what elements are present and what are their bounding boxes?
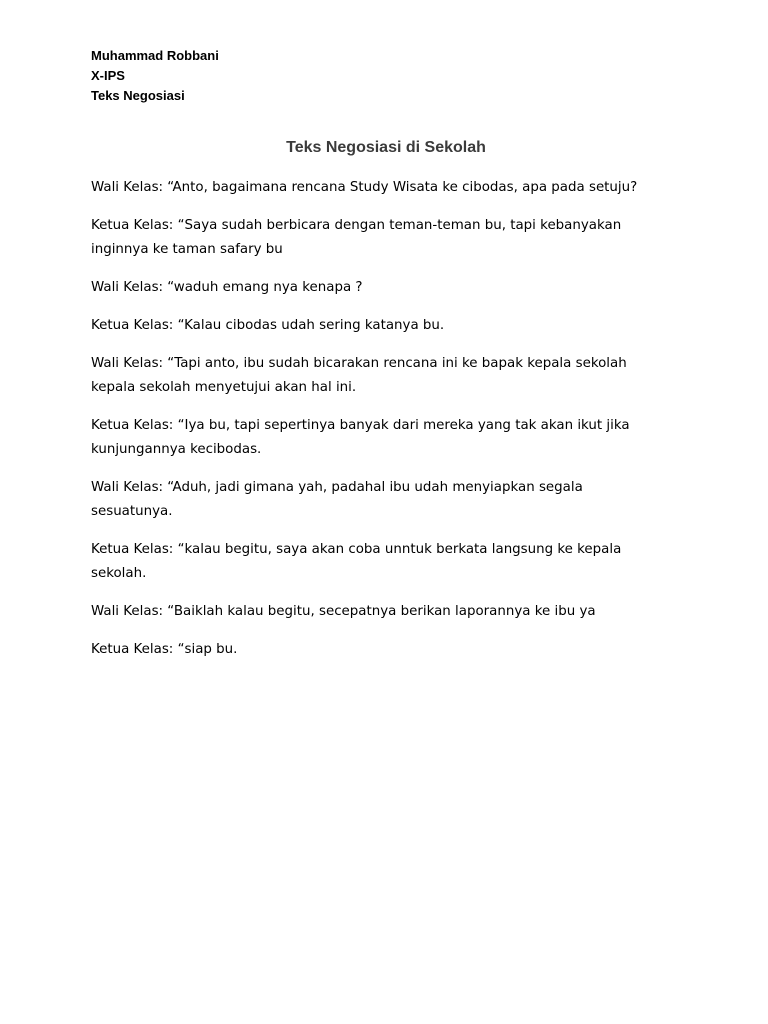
- author-subject: Teks Negosiasi: [91, 88, 185, 103]
- dialogue-line: Ketua Kelas: “Saya sudah berbicara dengan teman-teman bu, tapi kebanyakan inginnya ke taman safary bu: [91, 218, 622, 257]
- dialogue-line: Wali Kelas: “Tapi anto, ibu sudah bicarakan rencana ini ke bapak kepala sekolah kepala sekolah menyetujui akan hal ini.: [91, 356, 627, 395]
- dialogue-line: Ketua Kelas: “Iya bu, tapi sepertinya banyak dari mereka yang tak akan ikut jika kunjungannya kecibodas.: [91, 418, 630, 457]
- author-name: Muhammad Robbani: [91, 48, 219, 63]
- dialogue-line: Wali Kelas: “Baiklah kalau begitu, secepatnya berikan laporannya ke ibu ya: [91, 604, 596, 619]
- dialogue-line: Wali Kelas: “Anto, bagaimana rencana Study Wisata ke cibodas, apa pada setuju?: [91, 180, 638, 195]
- dialogue-line: Ketua Kelas: “kalau begitu, saya akan coba unntuk berkata langsung ke kepala sekolah.: [91, 542, 622, 581]
- dialogue-body: [91, 176, 691, 676]
- dialogue-line: Wali Kelas: “waduh emang nya kenapa ?: [91, 280, 363, 295]
- dialogue-line: Wali Kelas: “Aduh, jadi gimana yah, padahal ibu udah menyiapkan segala sesuatunya.: [91, 480, 583, 519]
- document-title: Teks Negosiasi di Sekolah: [286, 139, 486, 156]
- dialogue-line: Ketua Kelas: “siap bu.: [91, 642, 238, 657]
- author-class: X-IPS: [91, 68, 125, 83]
- author-header: [91, 46, 219, 106]
- dialogue-line: Ketua Kelas: “Kalau cibodas udah sering katanya bu.: [91, 318, 445, 333]
